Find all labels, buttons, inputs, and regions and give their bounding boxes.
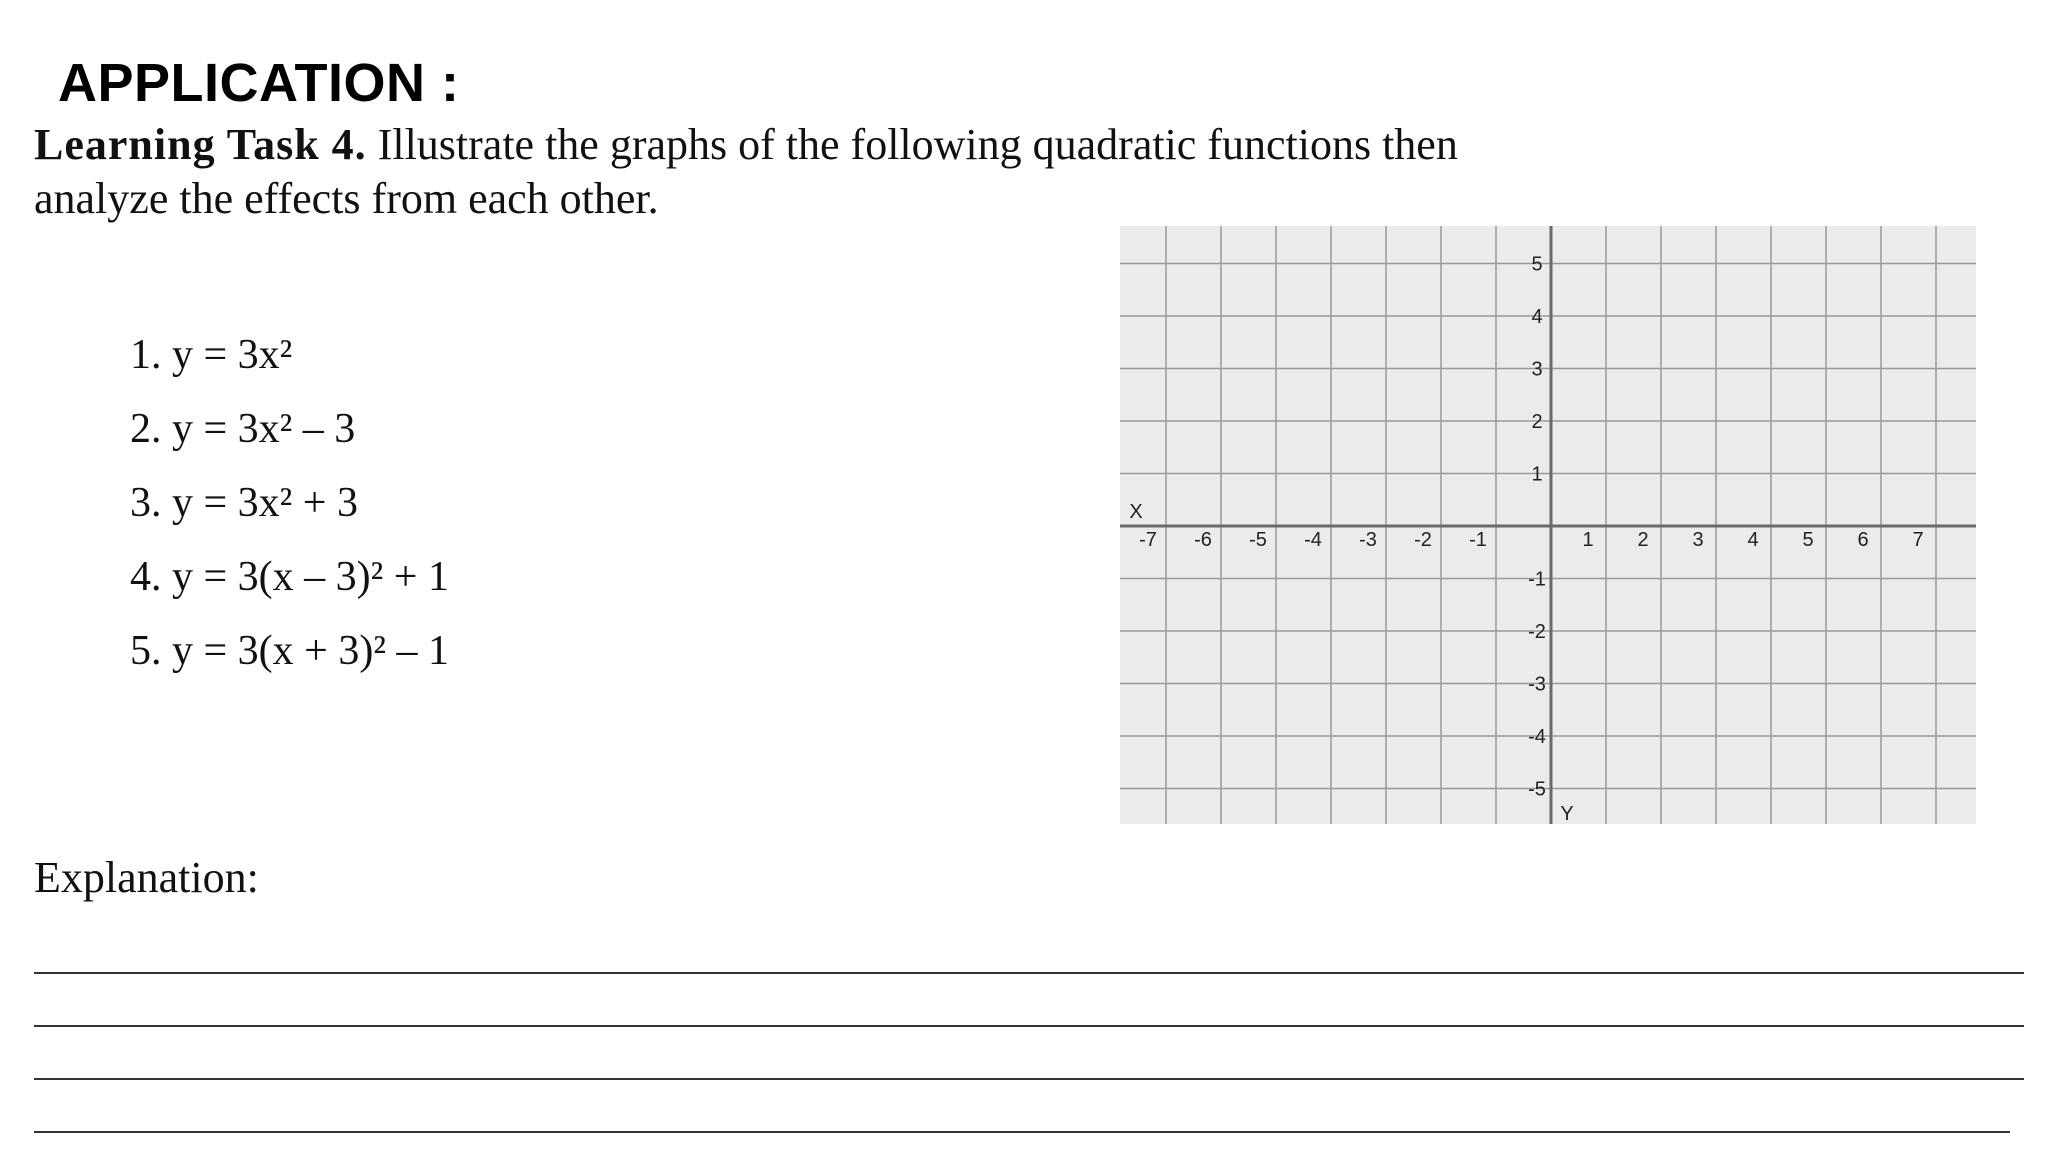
x-tick-label: 4	[1747, 529, 1759, 551]
function-list	[130, 318, 449, 688]
x-tick-label: -5	[1249, 529, 1267, 551]
function-item: 3. y = 3x² + 3	[130, 480, 358, 526]
task-number: Learning Task 4.	[34, 120, 367, 169]
x-tick-label: -6	[1194, 529, 1212, 551]
y-tick-label: 1	[1531, 463, 1543, 486]
task-text-line1: Illustrate the graphs of the following quadratic functions then	[377, 120, 1458, 169]
y-tick-label: -2	[1528, 621, 1546, 643]
x-tick-label: 7	[1912, 529, 1924, 551]
answer-line[interactable]	[34, 1131, 2010, 1133]
y-tick-label: 2	[1531, 411, 1543, 433]
function-item: 1. y = 3x²	[130, 332, 293, 378]
x-tick-label: 5	[1802, 529, 1814, 551]
page-heading: APPLICATION :	[58, 53, 460, 113]
y-axis-label: Y	[1560, 803, 1574, 824]
answer-line[interactable]	[34, 1025, 2024, 1027]
explanation-label: Explanation:	[34, 853, 259, 902]
y-tick-label: -4	[1528, 726, 1546, 748]
x-tick-label: -2	[1414, 529, 1432, 551]
y-tick-label: -5	[1528, 778, 1546, 801]
coordinate-grid[interactable]	[1120, 226, 1976, 824]
answer-line[interactable]	[34, 1078, 2024, 1080]
x-tick-label: 2	[1637, 529, 1649, 551]
answer-line[interactable]	[34, 972, 2024, 974]
y-tick-label: -3	[1528, 673, 1546, 696]
x-tick-label: 6	[1857, 529, 1869, 551]
x-tick-label: 3	[1692, 529, 1704, 551]
task-instructions	[34, 118, 2024, 226]
y-tick-label: 3	[1531, 358, 1543, 381]
task-text-line2: analyze the effects from each other.	[34, 174, 659, 223]
x-tick-label: -7	[1139, 529, 1157, 551]
function-item: 2. y = 3x² – 3	[130, 406, 356, 452]
x-tick-label: 1	[1582, 529, 1594, 551]
function-item: 5. y = 3(x + 3)² – 1	[130, 628, 449, 674]
x-tick-label: -3	[1359, 529, 1377, 551]
y-tick-label: 5	[1531, 253, 1543, 276]
function-item: 4. y = 3(x – 3)² + 1	[130, 554, 449, 600]
x-tick-label: -4	[1304, 529, 1322, 551]
x-axis-label: X	[1129, 501, 1143, 523]
y-tick-label: 4	[1531, 306, 1543, 328]
x-tick-label: -1	[1469, 529, 1487, 551]
y-tick-label: -1	[1528, 568, 1546, 591]
